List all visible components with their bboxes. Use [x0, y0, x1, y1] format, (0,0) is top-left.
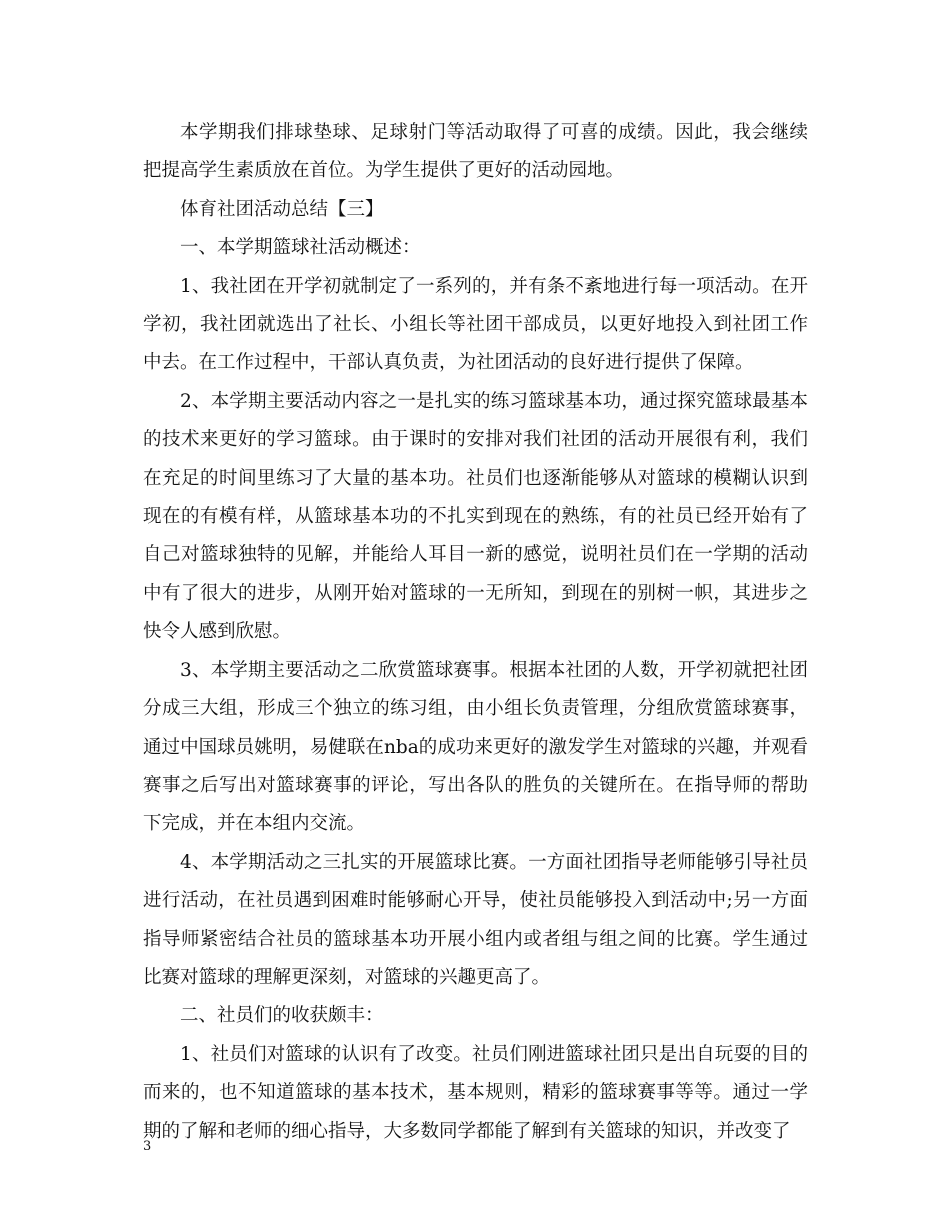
paragraph-gains-item-1: 1、社员们对篮球的认识有了改变。社员们刚进篮球社团只是出自玩耍的目的而来的，也不知道篮球的基本技术，基本规则，精彩的篮球赛事等等。通过一学期的了解和老师的细心指导，大多数同学都能了解到有关篮球的知识，并改变了	[143, 1043, 808, 1142]
paragraph-item-3: 3、本学期主要活动之二欣赏篮球赛事。根据本社团的人数，开学初就把社团分成三大组，形成三个独立的练习组，由小组长负责管理，分组欣赏篮球赛事，通过中国球员姚明，易健联在nba的成功来更好的激发学生对篮球的兴趣，并观看赛事之后写出对篮球赛事的评论，写出各队的胜负的关键所在。在指导师的帮助下完成，并在本组内交流。	[143, 659, 808, 835]
section-heading-part-three: 体育社团活动总结【三】	[180, 198, 384, 220]
paragraph-intro-results: 本学期我们排球垫球、足球射门等活动取得了可喜的成绩。因此，我会继续把提高学生素质放在首位。为学生提供了更好的活动园地。	[143, 122, 808, 182]
heading-basketball-overview: 一、本学期篮球社活动概述：	[180, 237, 421, 259]
paragraph-item-4: 4、本学期活动之三扎实的开展篮球比赛。一方面社团指导老师能够引导社员进行活动，在社员遇到困难时能够耐心开导，使社员能够投入到活动中;另一方面指导师紧密结合社员的篮球基本功开展小组内或者组与组之间的比赛。学生通过比赛对篮球的理解更深刻，对篮球的兴趣更高了。	[143, 851, 808, 988]
document-body	[143, 114, 808, 1151]
paragraph-item-2: 2、本学期主要活动内容之一是扎实的练习篮球基本功，通过探究篮球最基本的技术来更好的学习篮球。由于课时的安排对我们社团的活动开展很有利，我们在充足的时间里练习了大量的基本功。社员们也逐渐能够从对篮球的模糊认识到现在的有模有样，从篮球基本功的不扎实到现在的熟练，有的社员已经开始有了自己对篮球独特的见解，并能给人耳目一新的感觉，说明社员们在一学期的活动中有了很大的进步，从刚开始对篮球的一无所知，到现在的别树一帜，其进步之快令人感到欣慰。	[143, 390, 808, 643]
heading-member-gains: 二、社员们的收获颇丰：	[180, 1005, 384, 1027]
paragraph-item-1: 1、我社团在开学初就制定了一系列的，并有条不紊地进行每一项活动。在开学初，我社团就选出了社长、小组长等社团干部成员，以更好地投入到社团工作中去。在工作过程中，干部认真负责，为社团活动的良好进行提供了保障。	[143, 275, 808, 374]
page-number: 3	[143, 1139, 152, 1154]
